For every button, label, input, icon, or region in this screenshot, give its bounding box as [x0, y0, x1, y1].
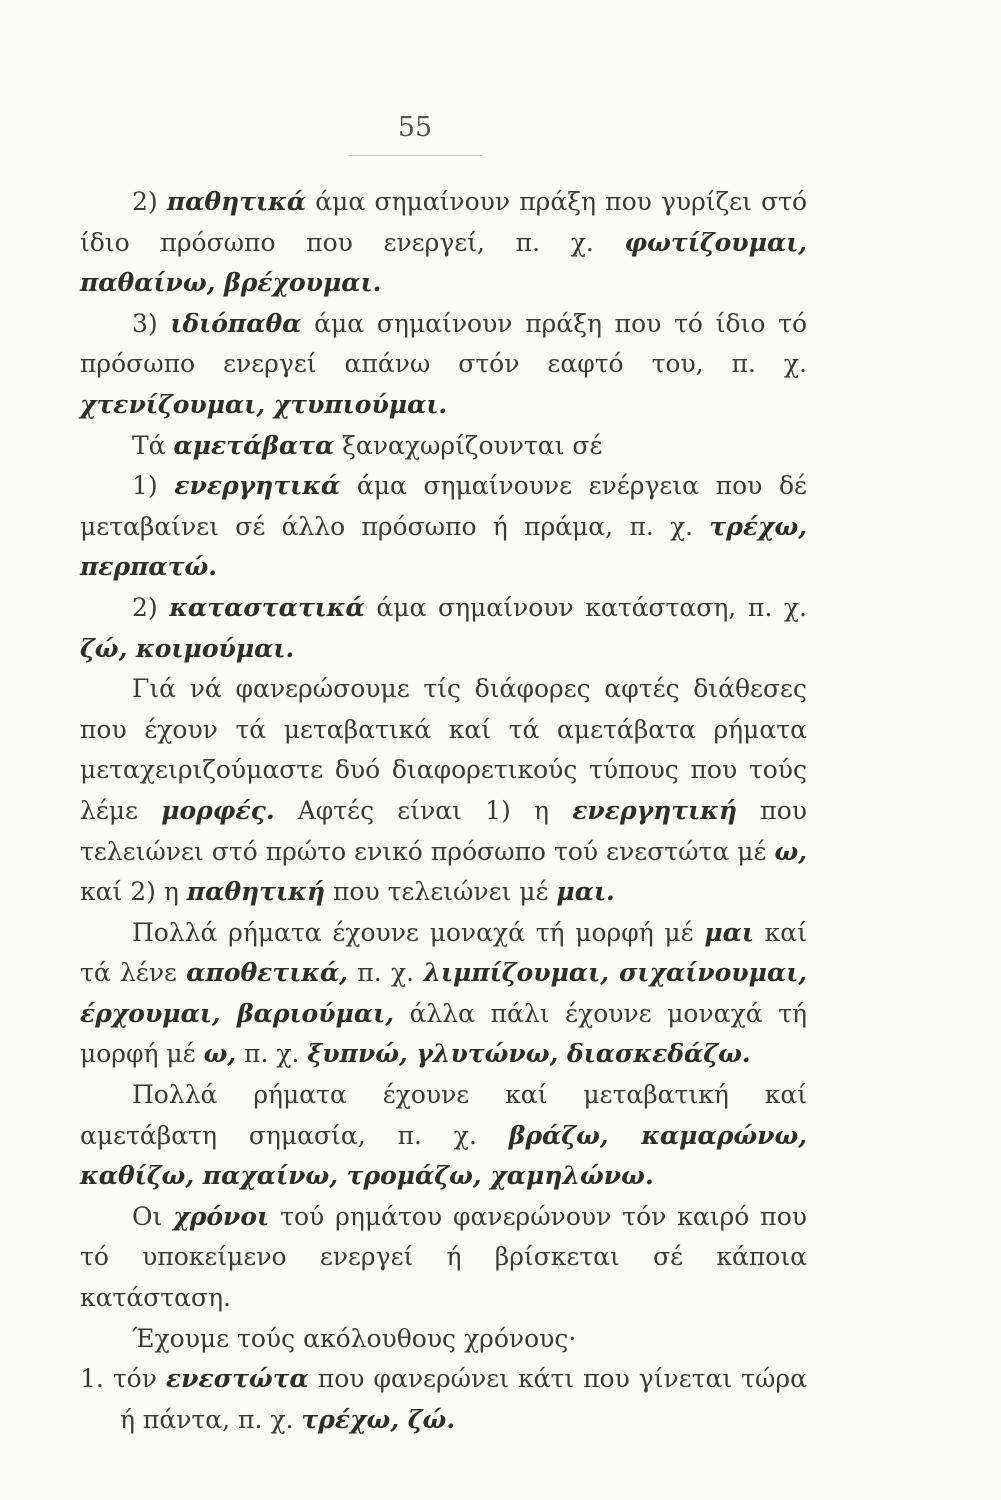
emphasized-term: ιδιόπαθα — [170, 308, 302, 338]
text-run: καί τά λένε — [80, 917, 807, 988]
text-run: Έχουμε τούς ακόλουθους χρόνους· — [132, 1323, 577, 1353]
emphasized-term: μαι — [704, 917, 754, 947]
emphasized-term: μαι. — [556, 877, 615, 907]
emphasized-term: αμετάβατα — [173, 430, 335, 460]
paragraph — [80, 1197, 807, 1319]
paragraph — [80, 466, 807, 588]
text-run: Πολλά ρήματα έχουνε καί μεταβατική καί αμετάβατη σημασία, π. χ. — [80, 1080, 807, 1150]
emphasized-term: χτενίζουμαι, χτυπιούμαι. — [80, 389, 448, 419]
text-run: που φανερώνει κάτι που γίνεται τώρα ή πάντα, π. χ. — [120, 1364, 807, 1434]
text-run: π. χ. — [347, 958, 424, 988]
paragraph — [80, 1359, 807, 1440]
paragraph — [80, 1075, 807, 1197]
text-run: καί 2) η — [80, 877, 187, 907]
text-run: που τελειώνει στό πρώτο ενικό πρόσωπο τού ενεστώτα μέ — [80, 795, 807, 866]
text-run: Οι — [132, 1201, 174, 1231]
text-run: Τά — [132, 430, 174, 460]
paragraph — [80, 588, 807, 669]
emphasized-term: ω, — [203, 1039, 237, 1069]
text-run: 1. τόν — [80, 1364, 166, 1394]
text-run: 2) — [132, 592, 170, 622]
paragraph — [80, 182, 807, 304]
emphasized-term: ενεστώτα — [165, 1364, 309, 1394]
paragraph — [80, 669, 807, 913]
emphasized-term: παθητικά — [166, 187, 307, 216]
text-run: τού ρημάτου φανερώνουν τόν καιρό που τό υποκείμενο ενεργεί ή βρίσκεται σέ κάποια κατάσταση. — [80, 1201, 807, 1313]
text-run: άμα σημαίνουν κατάσταση, π. χ. — [364, 592, 807, 622]
emphasized-term: ξυπνώ, γλυτώνω, διασκεδάζω. — [307, 1039, 751, 1069]
emphasized-term: αποθετικά, — [186, 958, 348, 988]
text-run: που τελειώνει μέ — [325, 877, 557, 907]
text-run: άμα σημαίνουνε ενέργεια που δέ μεταβαίνει σέ άλλο πρόσωπο ή πράμα, π. χ. — [80, 471, 807, 541]
text-run: Πολλά ρήματα έχουνε μοναχά τή μορφή μέ — [132, 917, 705, 947]
text-run: 3) — [132, 308, 171, 338]
emphasized-term: καταστατικά — [169, 592, 365, 622]
emphasized-term: τρέχω, ζώ. — [301, 1404, 456, 1434]
text-run: 1) — [132, 471, 175, 501]
paragraph — [80, 426, 807, 467]
paragraph — [80, 304, 807, 426]
emphasized-term: ενεργητική — [572, 795, 738, 825]
emphasized-term: ενεργητικά — [174, 471, 341, 501]
emphasized-term: βράζω, καμαρώνω, καθίζω, παχαίνω, τρομάζω, χαμηλώνω. — [80, 1120, 808, 1191]
header-rule — [348, 155, 482, 156]
text-run: άλλα πάλι έχουνε μοναχά τή μορφή μέ — [80, 998, 808, 1069]
text-run: π. χ. — [236, 1039, 308, 1069]
emphasized-term: ω, — [774, 836, 807, 866]
emphasized-term: λιμπίζουμαι, σιχαίνουμαι, έρχουμαι, βαριούμαι, — [80, 958, 807, 1028]
text-run: άμα σημαίνουν πράξη που γυρίζει στό ίδιο πρόσωπο που ενεργεί, π. χ. — [80, 187, 808, 257]
page-number: 55 — [397, 112, 433, 143]
emphasized-term: παθητική — [186, 877, 326, 907]
text-run: Αφτές είναι 1) η — [274, 795, 573, 825]
text-run: Γιά νά φανερώσουμε τίς διάφορες αφτές διάθεσες που έχουν τά μεταβατικά καί τά αμετάβατα ρήματα μεταχειριζούμαστε δυό διαφορετικούς τύπους που τούς λέμε — [80, 674, 807, 825]
text-run: 2) — [132, 187, 167, 216]
emphasized-term: χρόνοι — [173, 1201, 270, 1231]
emphasized-term: τρέχω, περπατώ. — [80, 511, 807, 582]
text-run: άμα σημαίνουν πράξη που τό ίδιο τό πρόσωπο ενεργεί απάνω στόν εαφτό του, π. χ. — [80, 308, 807, 379]
text-run: ξαναχωρίζουνται σέ — [334, 430, 603, 460]
paragraph — [80, 1319, 807, 1360]
paragraph — [80, 913, 807, 1075]
emphasized-term: φωτίζουμαι, παθαίνω, βρέχουμαι. — [80, 227, 807, 298]
emphasized-term: ζώ, κοιμούμαι. — [80, 633, 295, 663]
emphasized-term: μορφές. — [161, 795, 275, 825]
body-text — [80, 182, 807, 1440]
